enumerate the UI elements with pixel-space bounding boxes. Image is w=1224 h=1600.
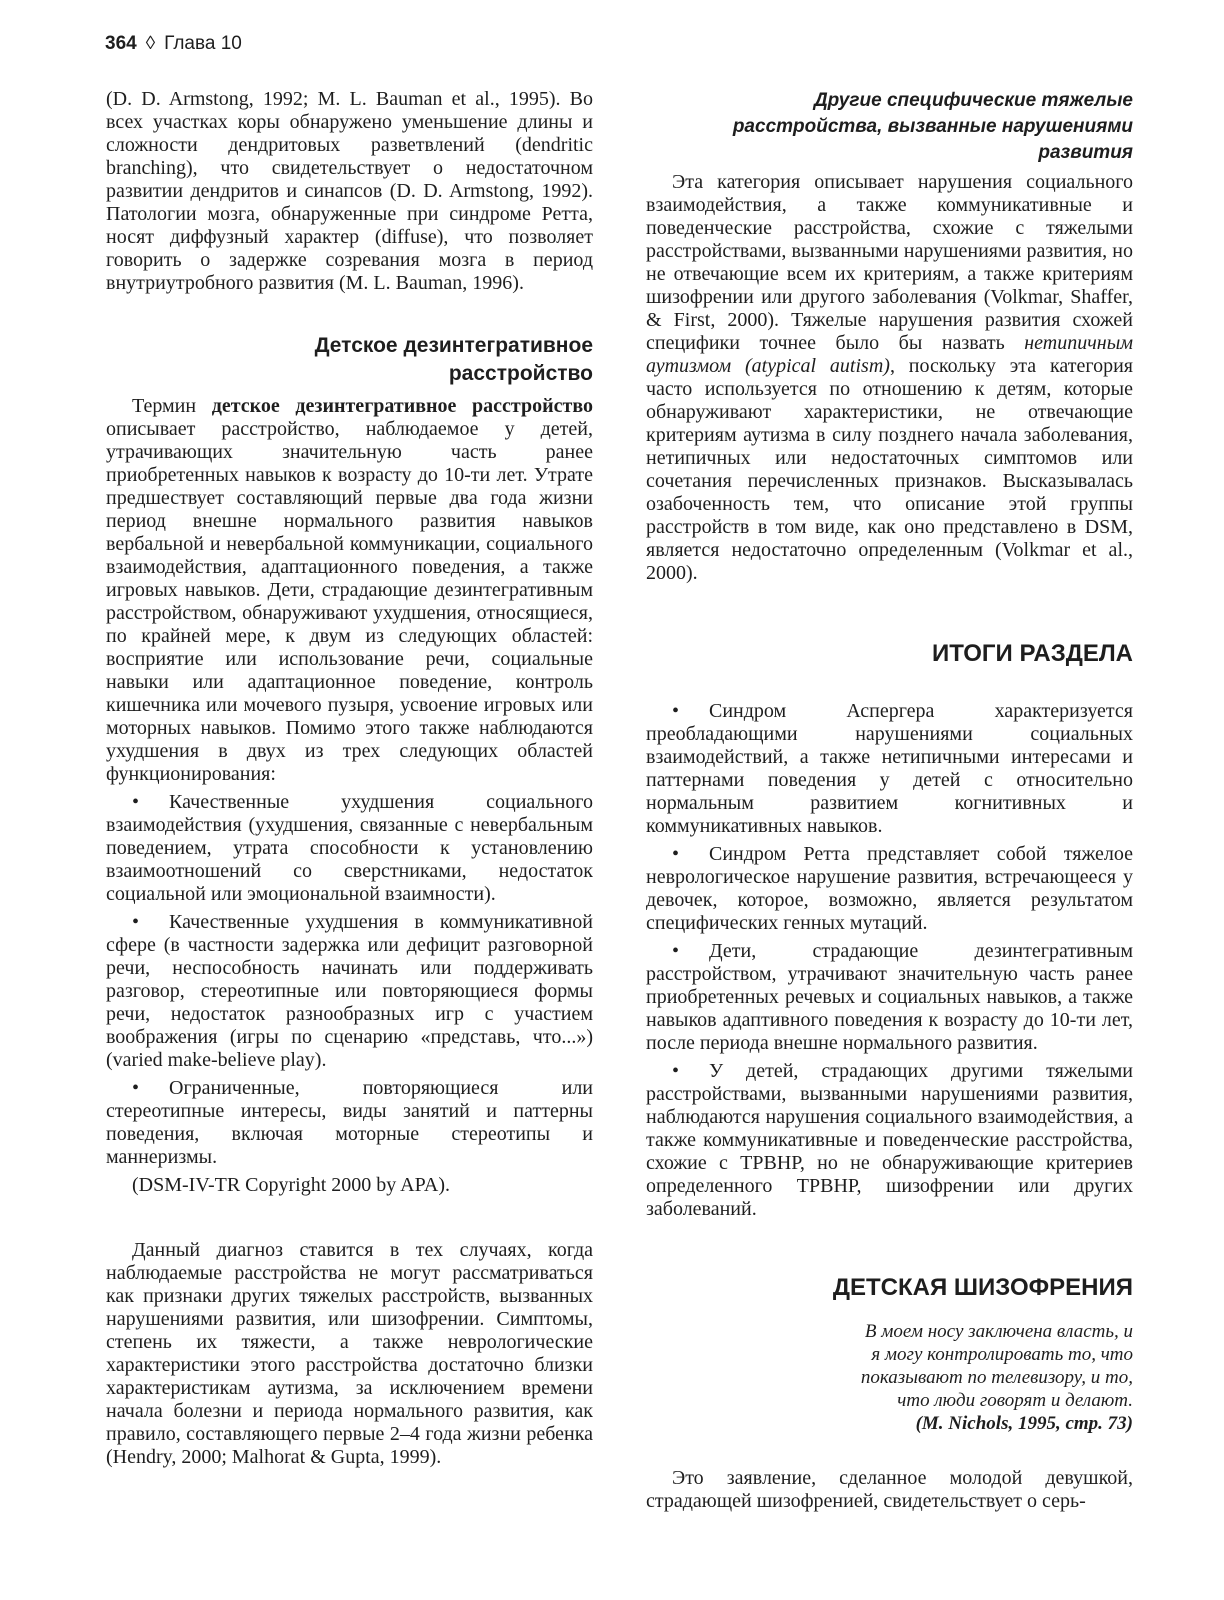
term-paragraph [106, 395, 593, 786]
bullet-text: Ограниченные, повторяющиеся или стереотипные интересы, виды занятий и паттерны поведения, включая моторные стереотипы и маннеризмы. [106, 1077, 593, 1168]
heading-line: Детское дезинтегративное [314, 334, 593, 357]
bullet-text: Дети, страдающие дезинтегративным расстройством, утрачивают значительную часть ранее приобретенных речевых и социальных навыков, а также навыков адаптивного поведения к возрасту до 10-ти лет, после периода внешне нормального развития. [646, 940, 1133, 1054]
heading-line: развития [1038, 142, 1133, 163]
copyright-note: (DSM-IV-TR Copyright 2000 by APA). [132, 1174, 450, 1196]
text-run: описывает расстройство, наблюдаемое у детей, утрачивающих значительную часть ранее приобретенных навыков к возрасту до 10-ти лет. Утрате предшествует составляющий первые два года жизни период внешне нормального развития навыков вербальной и невербальной коммуникации, социального взаимодействия, адаптационного поведения, а также игровых навыков. Дети, страдающие дезинтегративным расстройством, обнаруживают ухудшения, относящиеся, по крайней мере, к двум из следующих областей: восприятие или использование речи, социальные навыки или адаптационное поведение, контроль кишечника или мочевого пузыря, усвоение игровых или моторных навыков. Помимо этого также наблюдаются ухудшения в двух из трех следующих областей функционирования: [106, 418, 593, 785]
header-separator: ◊ [145, 33, 156, 54]
bullet-icon: • [672, 940, 680, 962]
left-column [106, 88, 593, 1469]
bullet-icon: • [132, 1077, 140, 1099]
text-run: Термин [132, 395, 212, 417]
right-column [646, 88, 1133, 1513]
heading-line: расстройства, вызванные нарушениями [732, 116, 1133, 137]
bullet-icon: • [672, 700, 680, 722]
statement-paragraph: Это заявление, сделанное молодой девушкой, страдающей шизофренией, свидетельствует о серь- [646, 1467, 1133, 1512]
epigraph [646, 1320, 1133, 1435]
running-header [105, 33, 242, 55]
diagnosis-paragraph: Данный диагноз ставится в тех случаях, когда наблюдаемые расстройства не могут рассматриваться как признаки других тяжелых расстройств, вызванных нарушениями развития, или шизофрении. Симптомы, степень их тяжести, а также неврологические характеристики этого расстройства достаточно близки характеристикам аутизма, за исключением времени начала болезни и периода нормального развития, как правило, составляющего первые 2–4 года жизни ребенка (Hendry, 2000; Malhorat & Gupta, 1999). [106, 1239, 593, 1468]
heading-line: расстройство [448, 362, 593, 385]
epigraph-line: показывают по телевизору, и то, [860, 1367, 1133, 1388]
term-bold: детское дезинтегративное расстройство [211, 395, 593, 417]
chapter-label: Глава 10 [164, 33, 242, 54]
section-heading-other-disorders [646, 88, 1133, 166]
heading-line: Другие специфические тяжелые [813, 90, 1133, 111]
summary-bullet [646, 700, 1133, 838]
bullet-icon: • [132, 791, 140, 813]
bullet-icon: • [132, 911, 140, 933]
bullet-text: Качественные ухудшения социального взаимодействия (ухудшения, связанные с невербальным поведением, утрата способности к установлению взаимоотношений со сверстниками, недостаток социальной или эмоциональной взаимности). [106, 791, 593, 905]
bullet-text: Синдром Ретта представляет собой тяжелое неврологическое нарушение развития, встречающееся у девочек, которое, возможно, является результатом специфических генных мутаций. [646, 843, 1133, 934]
text-run: , поскольку эта категория часто используется по отношению к детям, которые обнаруживают характеристики, не отвечающие критериям аутизма в силу позднего начала заболевания, нетипичных или недостаточных симптомов или сочетания перечисленных признаков. Высказывалась озабоченность тем, что описание этой группы расстройств в том виде, как оно представлено в DSM, является недостаточно определенным (Volkmar et al., 2000). [646, 355, 1134, 584]
page-number: 364 [105, 33, 137, 54]
bullet-item [106, 1077, 593, 1169]
summary-bullet [646, 1060, 1133, 1221]
section-heading-disintegrative [106, 332, 593, 388]
italic-term: нетипичным аутизмом (atypical autism) [646, 332, 1133, 377]
summary-bullet [646, 940, 1133, 1055]
bullet-text: Синдром Аспергера характеризуется преобладающими нарушениями социальных взаимодействий, а также нетипичными интересами и паттернами поведения у детей с относительно нормальным развитием когнитивных и коммуникативных навыков. [646, 700, 1133, 837]
epigraph-line: В моем носу заключена власть, и [864, 1321, 1133, 1342]
bullet-text: У детей, страдающих другими тяжелыми расстройствами, вызванными нарушениями развития, наблюдаются нарушения социального взаимодействия, а также коммуникативные и поведенческие расстройства, схожие с ТРВНР, но не обнаруживающие критериев определенного ТРВНР, шизофрении или других заболеваний. [646, 1060, 1133, 1220]
bullet-icon: • [672, 843, 680, 865]
summary-bullet [646, 843, 1133, 935]
text-run: Эта категория описывает нарушения социального взаимодействия, а также коммуникативные и поведенческие расстройства, схожие с тяжелыми расстройствами, вызванными нарушениями развития, но не отвечающие всем их критериям, а также критериям шизофрении или другого заболевания (Volkmar, Shaffer, & First, 2000). Тяжелые нарушения развития схожей специфики точнее было бы назвать [646, 171, 1133, 354]
epigraph-line: что люди говорят и делают. [897, 1390, 1133, 1411]
epigraph-source: (M. Nichols, 1995, стр. 73) [915, 1413, 1133, 1434]
bullet-item [106, 911, 593, 1072]
schizophrenia-heading: ДЕТСКАЯ ШИЗОФРЕНИЯ [832, 1274, 1133, 1301]
intro-paragraph: (D. D. Armstong, 1992; M. L. Bauman et al., 1995). Во всех участках коры обнаружено уменьшение длины и сложности дендритовых разветвлений (dendritic branching), что свидетельствует о недостаточном развитии дендритов и синапсов (D. D. Armstong, 1992). Патологии мозга, обнаруженные при синдроме Ретта, носят диффузный характер (diffuse), что позволяет говорить о задержке созревания мозга в период внутриутробного развития (M. L. Bauman, 1996). [106, 88, 593, 294]
bullet-text: Качественные ухудшения в коммуникативной сфере (в частности задержка или дефицит разговорной речи, неспособность начинать или поддерживать разговор, стереотипные или повторяющиеся формы речи, недостаток разнообразных игр с участием воображения (игры по сценарию «представь, что...») (varied make-believe play). [106, 911, 593, 1071]
other-disorders-paragraph [646, 171, 1133, 585]
summary-heading: ИТОГИ РАЗДЕЛА [931, 640, 1133, 667]
bullet-icon: • [672, 1060, 680, 1082]
epigraph-line: я могу контролировать то, что [871, 1344, 1133, 1365]
bullet-item [106, 791, 593, 906]
